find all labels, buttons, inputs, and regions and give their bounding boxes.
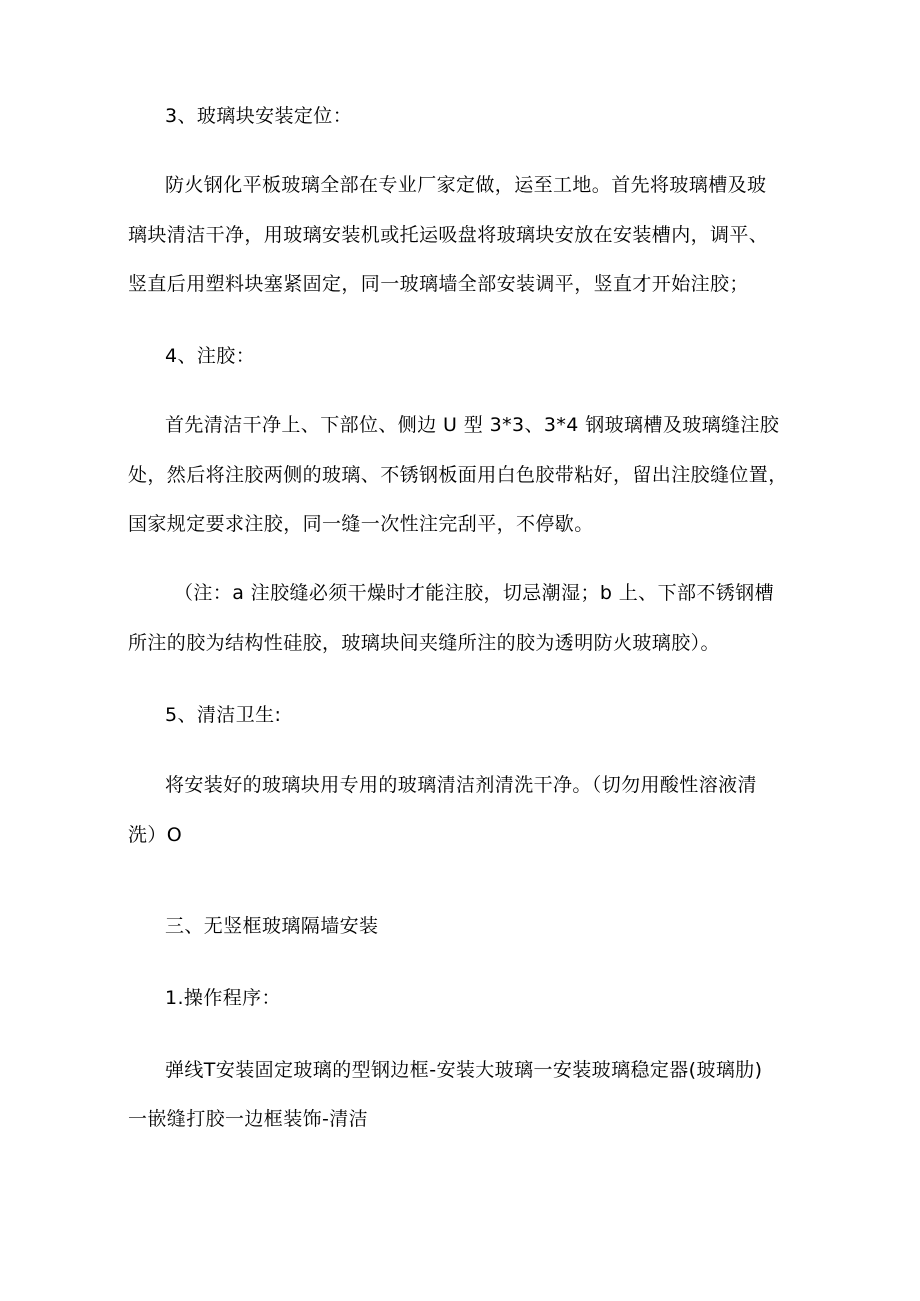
section-4-paragraph-line-3: 国家规定要求注胶，同一缝一次性注完刮平，不停歇。	[128, 513, 594, 535]
section-4-paragraph-line-1: 首先清洁干净上、下部位、侧边 U 型 3*3、3*4 钢玻璃槽及玻璃缝注胶	[165, 414, 780, 436]
section-4-paragraph-line-2: 处，然后将注胶两侧的玻璃、不锈钢板面用白色胶带粘好，留出注胶缝位置，	[128, 464, 788, 486]
step-1-paragraph-line-1: 弹线T安装固定玻璃的型钢边框-安装大玻璃一安装玻璃稳定器(玻璃肋)	[165, 1059, 763, 1081]
step-1-paragraph-line-2: 一嵌缝打胶一边框装饰-清洁	[128, 1108, 369, 1130]
section-3-paragraph-line-3: 竖直后用塑料块塞紧固定，同一玻璃墙全部安装调平，竖直才开始注胶；	[128, 273, 749, 295]
section-4-note-line-1: （注：a 注胶缝必须干燥时才能注胶，切忌潮湿；b 上、下部不锈钢槽	[174, 582, 774, 604]
part-3-heading: 三、无竖框玻璃隔墙安装	[165, 915, 379, 937]
section-4-note-line-2: 所注的胶为结构性硅胶，玻璃块间夹缝所注的胶为透明防火玻璃胶）。	[128, 632, 720, 654]
section-3-heading: 3、玻璃块安装定位：	[165, 105, 353, 127]
section-3-paragraph-line-2: 璃块清洁干净，用玻璃安装机或托运吸盘将玻璃块安放在安装槽内，调平、	[128, 224, 769, 246]
section-4-heading: 4、注胶：	[165, 345, 256, 367]
section-5-paragraph-line-2: 洗）O	[128, 824, 183, 846]
step-1-heading: 1.操作程序：	[165, 987, 281, 1009]
section-3-paragraph-line-1: 防火钢化平板玻璃全部在专业厂家定做，运至工地。首先将玻璃槽及玻	[165, 174, 767, 196]
section-5-heading: 5、清洁卫生:	[165, 704, 282, 726]
section-5-paragraph-line-1: 将安装好的玻璃块用专用的玻璃清洁剂清洗干净。（切勿用酸性溶液清	[165, 774, 757, 796]
